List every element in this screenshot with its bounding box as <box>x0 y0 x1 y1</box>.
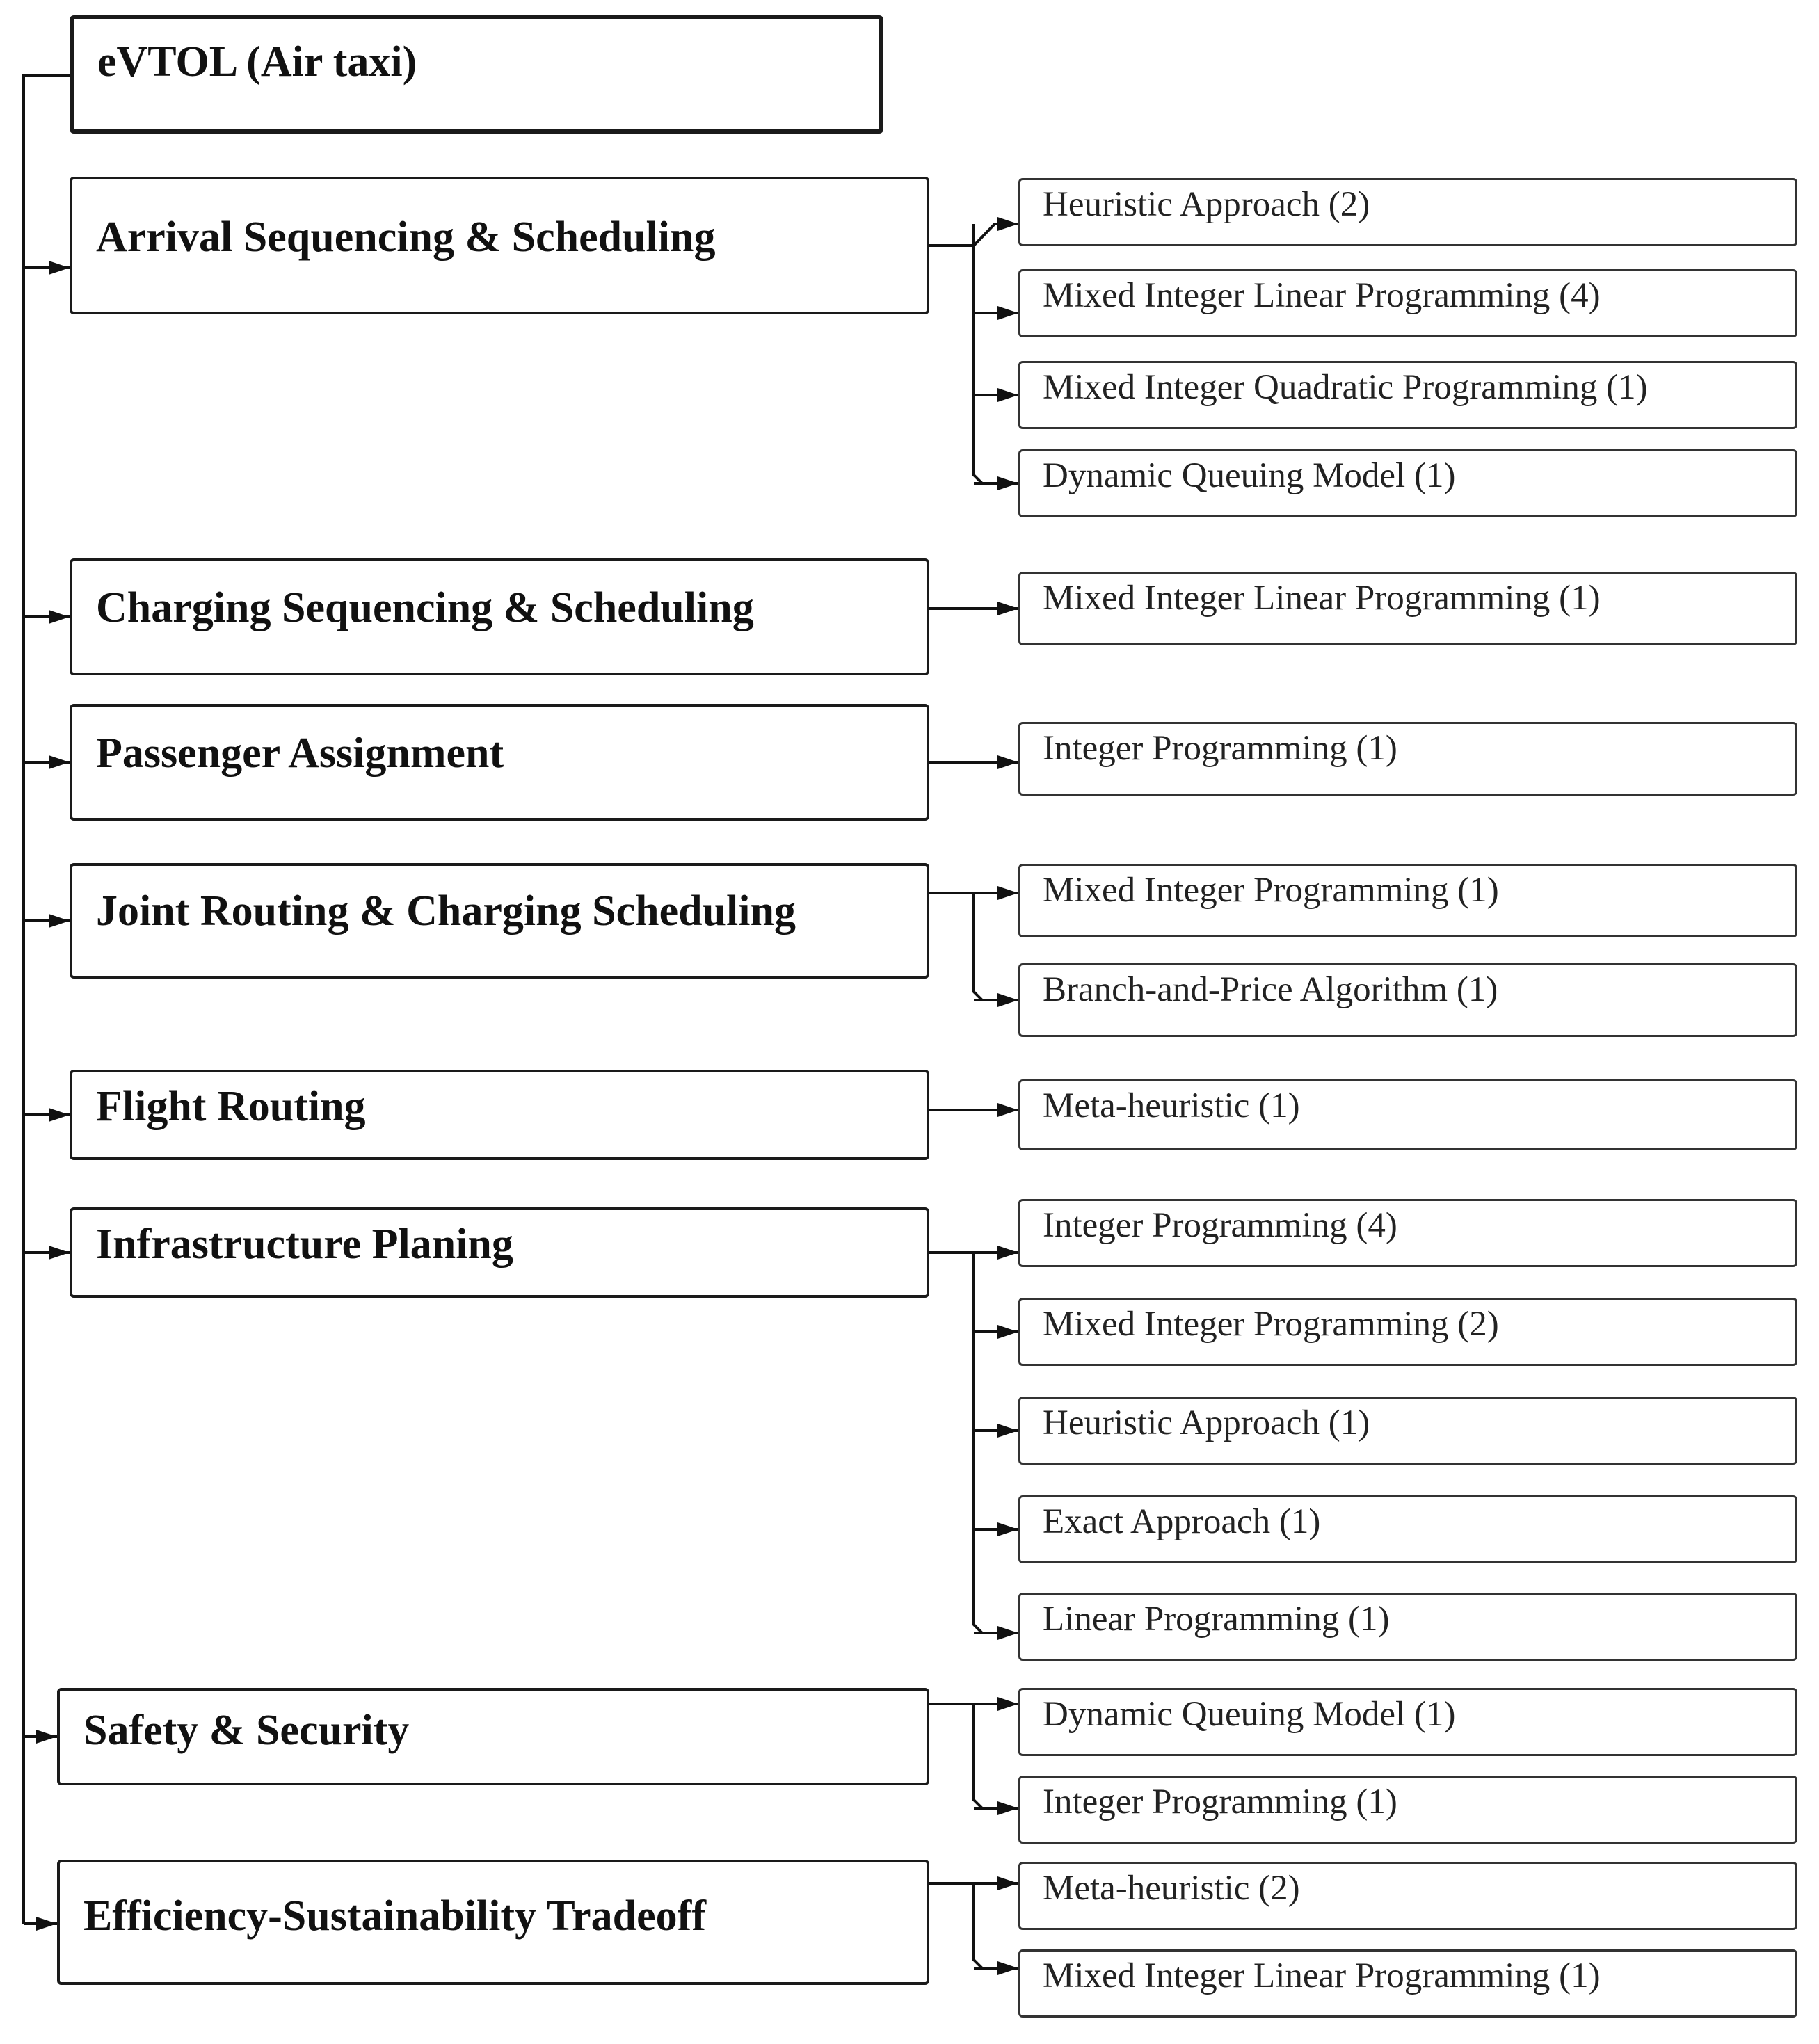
arrowhead <box>36 1917 57 1931</box>
arrowhead <box>49 610 70 624</box>
arrowhead <box>997 1522 1018 1536</box>
arrowhead <box>997 1697 1018 1711</box>
connector <box>974 893 982 1000</box>
arrowhead <box>997 1801 1018 1815</box>
category-label: Arrival Sequencing & Scheduling <box>96 214 716 261</box>
category-label: Charging Sequencing & Scheduling <box>96 584 754 631</box>
method-node: Mixed Integer Programming (2) <box>1018 1298 1797 1366</box>
category-label: Joint Routing & Charging Scheduling <box>96 887 796 935</box>
arrowhead <box>997 306 1018 320</box>
category-label: Flight Routing <box>96 1083 366 1130</box>
connector <box>974 1883 982 1968</box>
category-charging-sequencing <box>70 558 929 675</box>
arrowhead <box>997 1626 1018 1640</box>
connector <box>974 1253 982 1633</box>
arrowhead <box>997 886 1018 900</box>
arrowhead <box>997 755 1018 769</box>
arrowhead <box>997 1103 1018 1117</box>
method-node: Integer Programming (1) <box>1018 1776 1797 1844</box>
arrowhead <box>36 1730 57 1744</box>
method-node: Mixed Integer Linear Programming (1) <box>1018 572 1797 645</box>
category-joint-routing-charging <box>70 863 929 979</box>
root-label: eVTOL (Air taxi) <box>97 38 417 86</box>
connector <box>24 75 70 1924</box>
arrowhead <box>997 1876 1018 1890</box>
category-flight-routing <box>70 1070 929 1160</box>
arrowhead <box>997 217 1018 231</box>
connector <box>974 1704 982 1808</box>
arrowhead <box>997 1325 1018 1339</box>
method-node: Integer Programming (1) <box>1018 722 1797 796</box>
method-node: Integer Programming (4) <box>1018 1199 1797 1267</box>
method-node: Mixed Integer Quadratic Programming (1) <box>1018 361 1797 429</box>
method-node: Heuristic Approach (1) <box>1018 1397 1797 1465</box>
arrowhead <box>997 1424 1018 1438</box>
category-label: Infrastructure Planing <box>96 1221 513 1268</box>
method-node: Dynamic Queuing Model (1) <box>1018 449 1797 517</box>
arrowhead <box>997 476 1018 490</box>
arrowhead <box>49 261 70 275</box>
method-node: Meta-heuristic (2) <box>1018 1862 1797 1930</box>
method-node: Heuristic Approach (2) <box>1018 178 1797 246</box>
method-node: Exact Approach (1) <box>1018 1495 1797 1563</box>
arrowhead <box>49 914 70 928</box>
method-node: Linear Programming (1) <box>1018 1593 1797 1661</box>
category-arrival-sequencing <box>70 177 929 314</box>
method-node: Branch-and-Price Algorithm (1) <box>1018 963 1797 1037</box>
category-label: Safety & Security <box>83 1707 410 1754</box>
category-efficiency-sustainability <box>57 1860 929 1985</box>
method-node: Mixed Integer Linear Programming (1) <box>1018 1949 1797 2018</box>
arrowhead <box>49 755 70 769</box>
category-label: Efficiency-Sustainability Tradeoff <box>83 1892 706 1940</box>
category-label: Passenger Assignment <box>96 730 504 777</box>
arrowhead <box>997 1246 1018 1260</box>
root-node <box>70 15 883 134</box>
method-node: Meta-heuristic (1) <box>1018 1079 1797 1150</box>
method-node: Mixed Integer Linear Programming (4) <box>1018 269 1797 337</box>
connector <box>974 224 1018 246</box>
arrowhead <box>997 602 1018 615</box>
arrowhead <box>997 388 1018 402</box>
arrowhead <box>997 1961 1018 1975</box>
method-node: Mixed Integer Programming (1) <box>1018 864 1797 937</box>
arrowhead <box>997 993 1018 1007</box>
arrowhead <box>49 1108 70 1122</box>
category-infrastructure-planing <box>70 1207 929 1298</box>
method-node: Dynamic Queuing Model (1) <box>1018 1688 1797 1756</box>
category-passenger-assignment <box>70 704 929 821</box>
connector <box>974 224 982 483</box>
category-safety-security <box>57 1688 929 1785</box>
arrowhead <box>49 1246 70 1260</box>
